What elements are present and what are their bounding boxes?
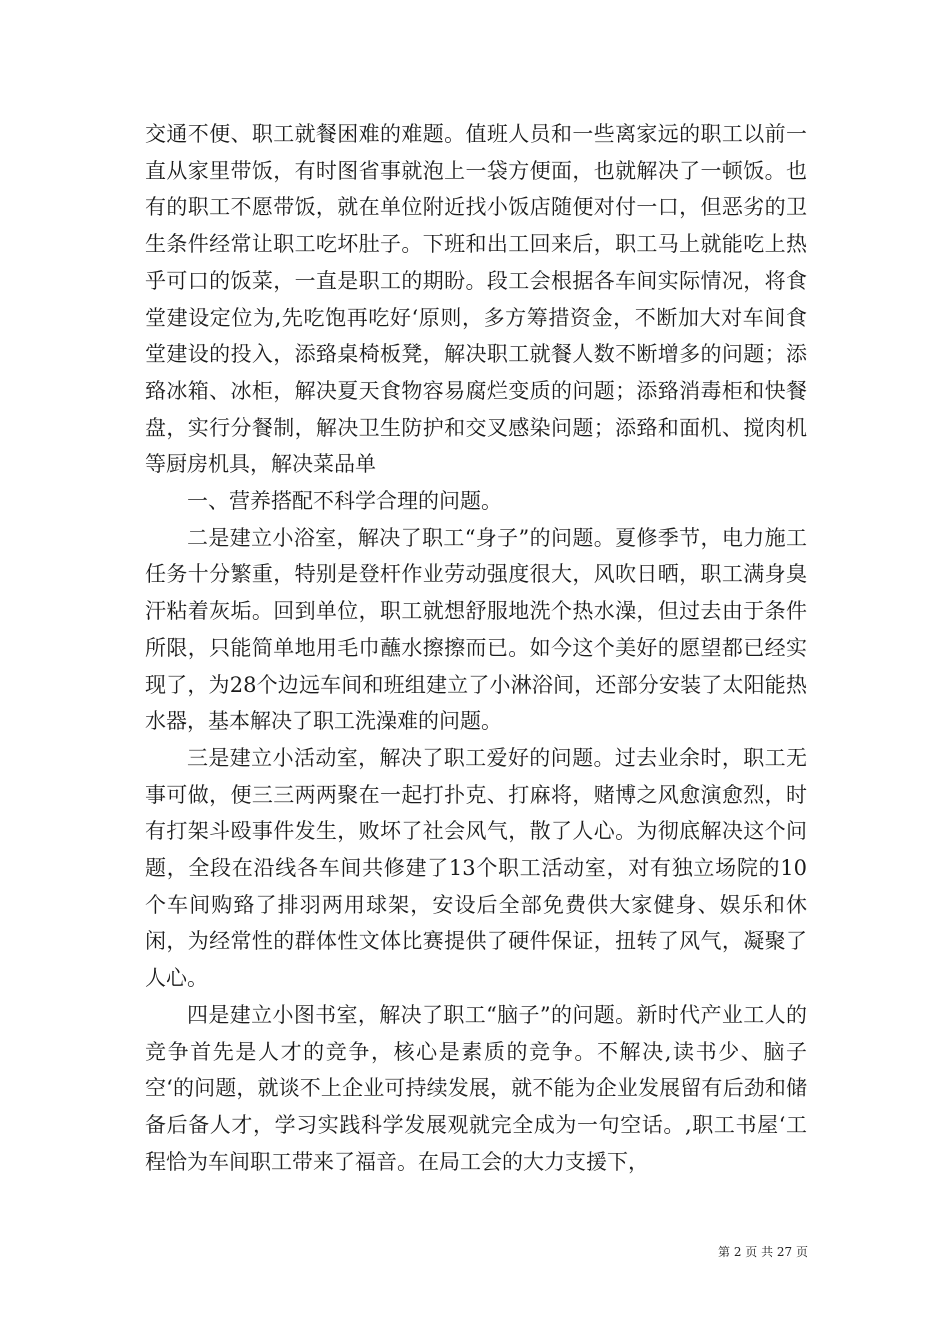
paragraph-library: 四是建立小图书室，解决了职工“脑子”的问题。新时代产业工人的竞争首先是人才的竞争，核心是素质的竞争。不解决,读书少、脑子空‘的问题，就谈不上企业可持续发展，就不能为企业发展留有后劲和储备后备人才，学习实践科学发展观就完全成为一句空话。,职工书屋‘工程恰为车间职工带来了福音。在局工会的大力支援下， <box>145 1002 807 1174</box>
paragraph-activity-room: 三是建立小活动室，解决了职工爱好的问题。过去业余时，职工无事可做，便三三两两聚在一起打扑克、打麻将，赌博之风愈演愈烈，时有打架斗殴事件发生，败坏了社会风气，散了人心。为彻底解决这个问题，全段在沿线各车间共修建了13个职工活动室，对有独立场院的10个车间购臵了排羽两用球架，安设后全部免费供大家健身、娱乐和休闲，为经常性的群体性文体比赛提供了硬件保证，扭转了风气，凝聚了人心。 <box>145 745 807 991</box>
paragraph-canteen: 交通不便、职工就餐困难的难题。值班人员和一些离家远的职工以前一直从家里带饭，有时图省事就泡上一袋方便面，也就解决了一顿饭。也有的职工不愿带饭，就在单位附近找小饭店随便对付一口，但恶劣的卫生条件经常让职工吃坏肚子。下班和出工回来后，职工马上就能吃上热乎可口的饭菜，一直是职工的期盼。段工会根据各车间实际情况，将食堂建设定位为,先吃饱再吃好‘原则，多方筹措资金，不断加大对车间食堂建设的投入，添臵桌椅板凳，解决职工就餐人数不断增多的问题；添臵冰箱、冰柜，解决夏天食物容易腐烂变质的问题；添臵消毒柜和快餐盘，实行分餐制，解决卫生防护和交叉感染问题；添臵和面机、搅肉机等厨房机具，解决菜品单 <box>145 122 807 477</box>
document-body <box>145 116 807 1180</box>
paragraph-nutrition: 一、营养搭配不科学合理的问题。 <box>187 489 502 514</box>
page-number: 第 2 页 共 27 页 <box>718 1245 808 1259</box>
paragraph-bathroom: 二是建立小浴室，解决了职工“身子”的问题。夏修季节，电力施工任务十分繁重，特别是登杆作业劳动强度很大，风吹日晒，职工满身臭汗粘着灰垢。回到单位，职工就想舒服地洗个热水澡，但过去由于条件所限，只能简单地用毛巾蘸水擦擦而已。如今这个美好的愿望都已经实现了，为28个边远车间和班组建立了小淋浴间，还部分安装了太阳能热水器，基本解决了职工洗澡难的问题。 <box>145 525 807 734</box>
